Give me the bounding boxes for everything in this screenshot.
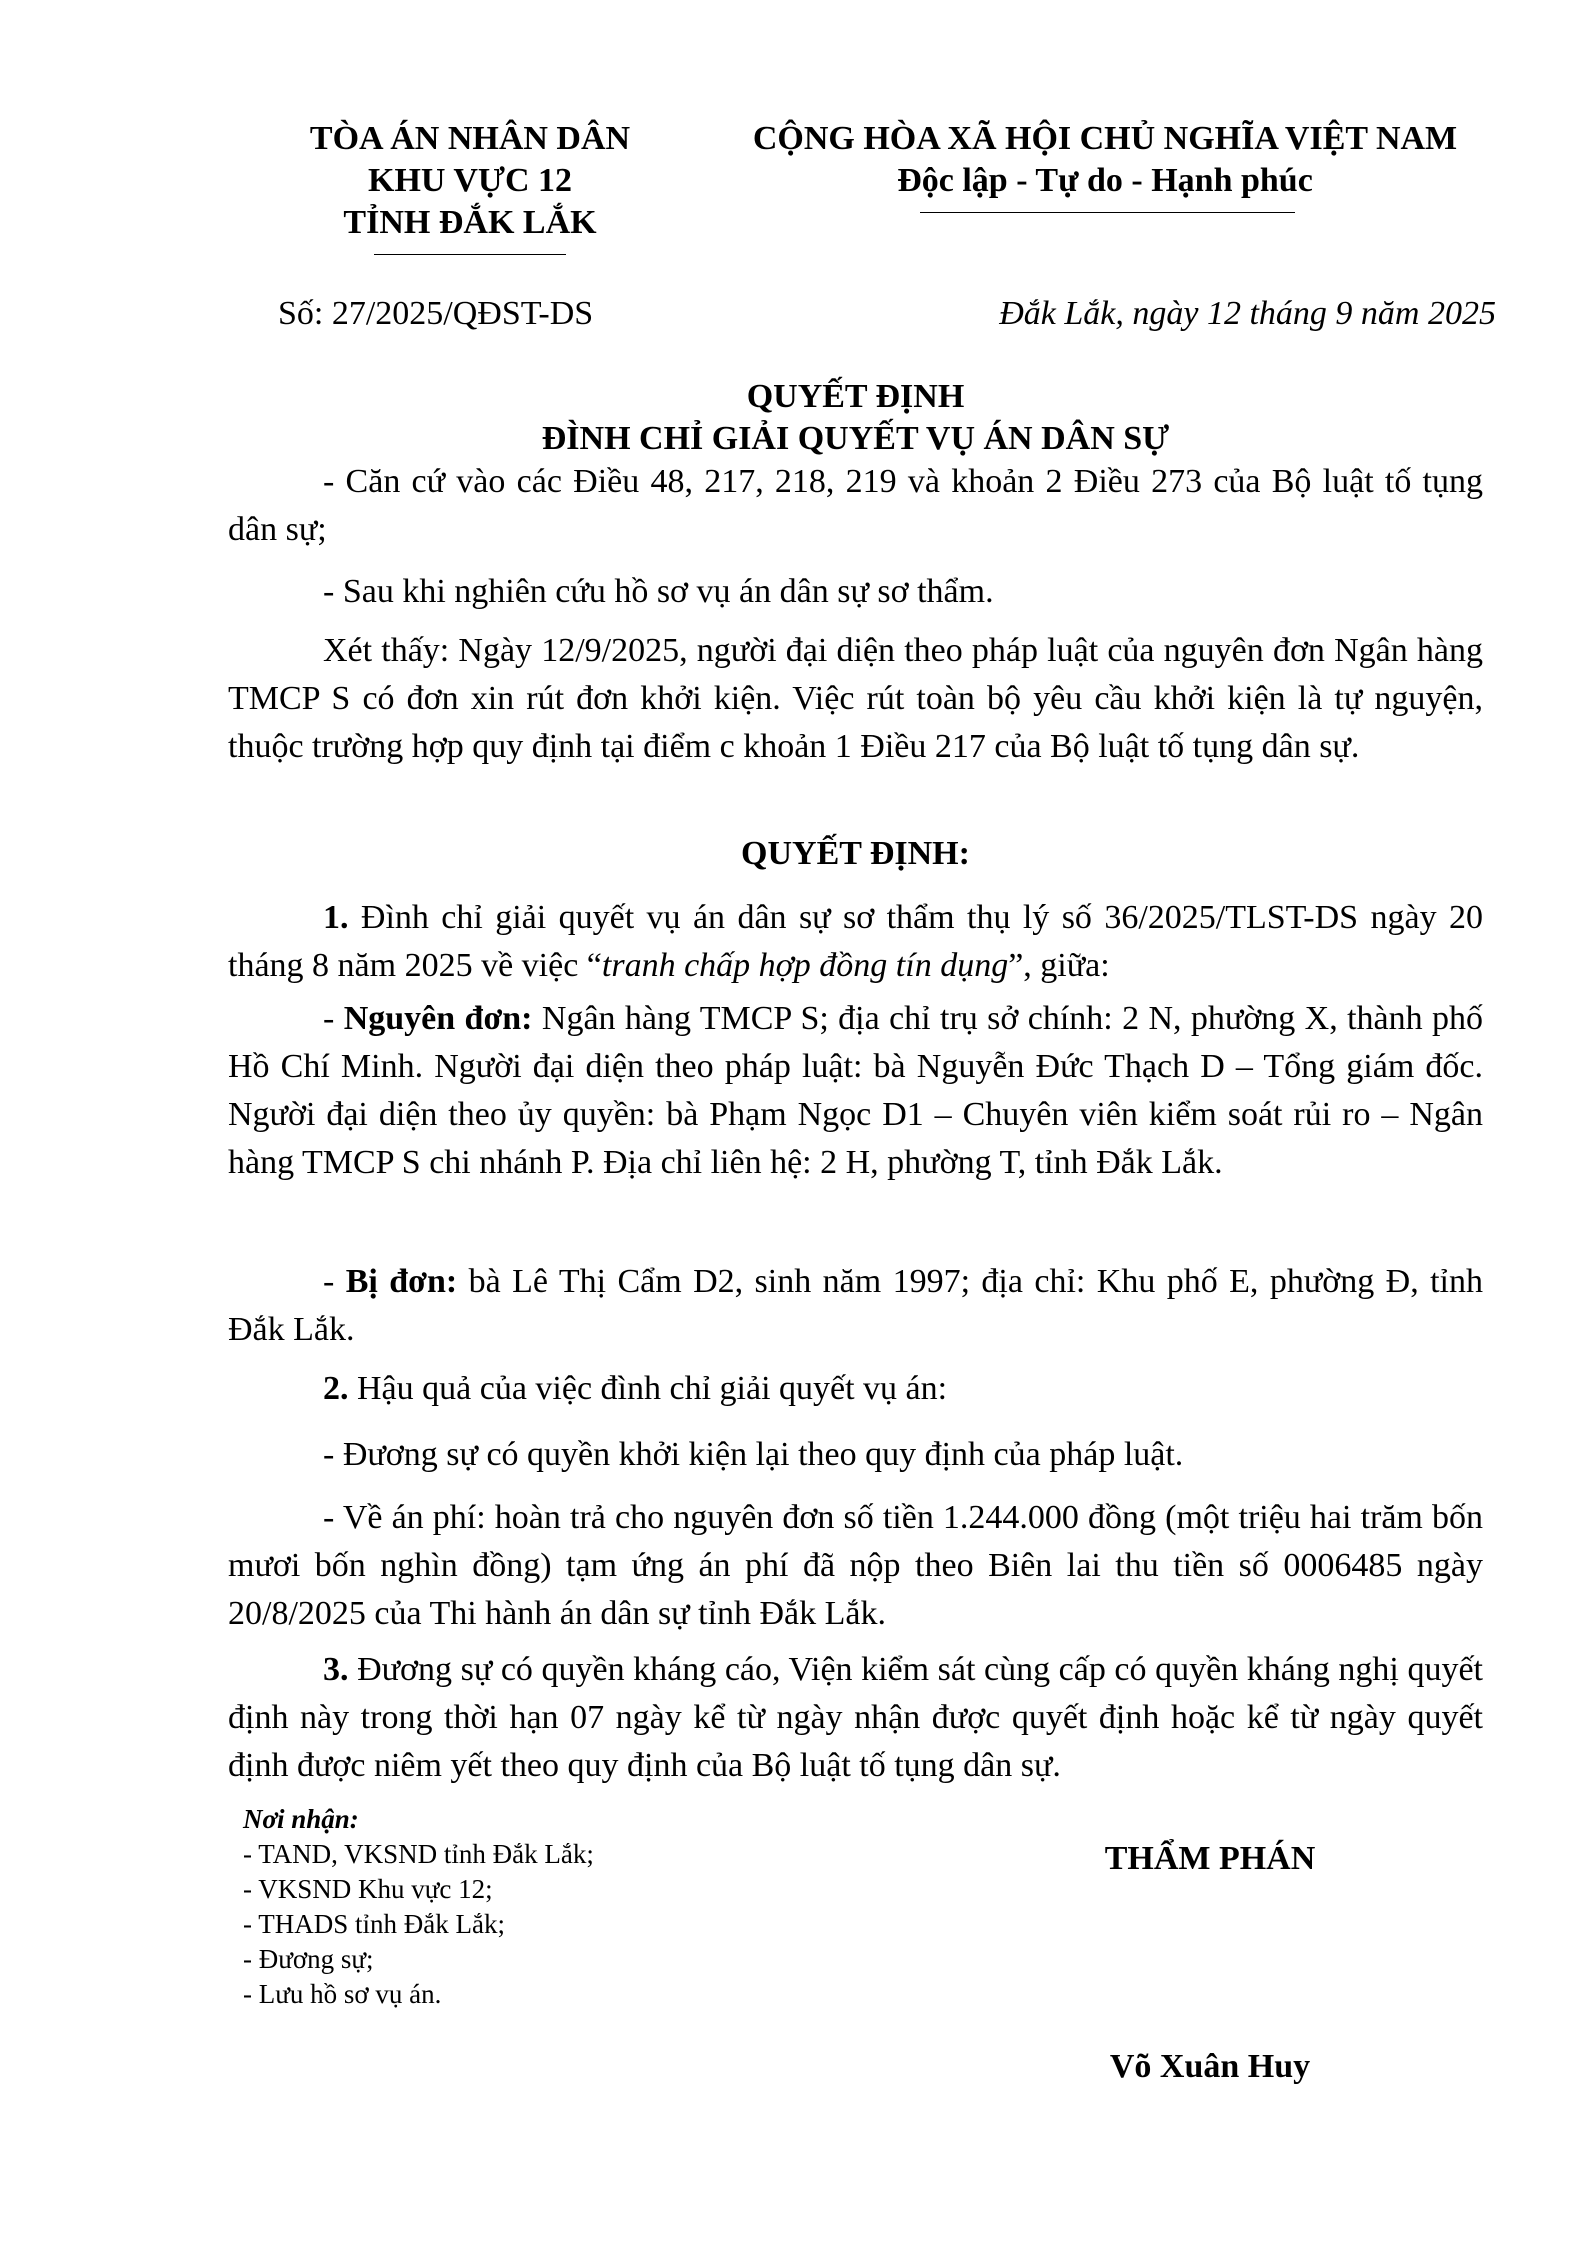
defendant-paragraph bbox=[228, 1258, 1483, 1354]
plaintiff-label: Nguyên đơn: bbox=[343, 1000, 533, 1037]
court-line-2: KHU VỰC 12 bbox=[368, 162, 572, 199]
nation-underline bbox=[920, 212, 1295, 213]
decision-heading: QUYẾT ĐỊNH: bbox=[741, 835, 970, 872]
recipient-item: - VKSND Khu vực 12; bbox=[243, 1874, 493, 1904]
case-type: tranh chấp hợp đồng tín dụng bbox=[601, 947, 1009, 984]
recipient-item: - Đương sự; bbox=[243, 1944, 374, 1974]
recipient-item: - THADS tỉnh Đắk Lắk; bbox=[243, 1909, 505, 1939]
decision-item-2 bbox=[228, 1365, 1483, 1413]
nation-line-1: CỘNG HÒA XÃ HỘI CHỦ NGHĨA VIỆT NAM bbox=[752, 120, 1458, 157]
recipients-heading: Nơi nhận: bbox=[243, 1804, 359, 1834]
court-underline bbox=[374, 254, 566, 255]
court-line-1: TÒA ÁN NHÂN DÂN bbox=[309, 120, 631, 157]
document-title bbox=[228, 376, 1483, 460]
defendant-prefix: - bbox=[323, 1263, 346, 1300]
court-line-3: TỈNH ĐẮK LẮK bbox=[343, 204, 597, 241]
plaintiff-text: Ngân hàng TMCP S; địa chỉ trụ sở chính: 2 N, phường X, thành phố Hồ Chí Minh. Người đại diện theo pháp luật: bà Nguyễn Đức Thạch D – Tổng giám đốc. Người đại diện theo ủy quyền: bà Phạm Ngọc D1 – Chuyên viên kiểm soát rủi ro – Ngân hàng TMCP S chi nhánh P. Địa chỉ liên hệ: 2 H, phường T, tỉnh Đắk Lắk. bbox=[228, 1000, 1484, 1181]
legal-basis-2: - Sau khi nghiên cứu hồ sơ vụ án dân sự sơ thẩm. bbox=[323, 573, 994, 610]
item-1-text-b: ”, giữa: bbox=[1008, 947, 1110, 984]
consequence-1: - Đương sự có quyền khởi kiện lại theo quy định của pháp luật. bbox=[323, 1436, 1184, 1473]
national-motto bbox=[700, 118, 1510, 202]
recipient-item: - TAND, VKSND tỉnh Đắk Lắk; bbox=[243, 1839, 594, 1869]
title-line-1: QUYẾT ĐỊNH bbox=[746, 378, 965, 415]
item-2-text: Hậu quả của việc đình chỉ giải quyết vụ án: bbox=[348, 1370, 948, 1407]
recipient-item: - Lưu hồ sơ vụ án. bbox=[243, 1979, 442, 2009]
considering-paragraph: Xét thấy: Ngày 12/9/2025, người đại diện theo pháp luật của nguyên đơn Ngân hàng TMCP S có đơn xin rút đơn khởi kiện. Việc rút toàn bộ yêu cầu khởi kiện là tự nguyện, thuộc trường hợp quy định tại điểm c khoản 1 Điều 217 của Bộ luật tố tụng dân sự. bbox=[228, 632, 1483, 765]
item-3-text: Đương sự có quyền kháng cáo, Viện kiểm sát cùng cấp có quyền kháng nghị quyết định này trong thời hạn 07 ngày kể từ ngày nhận được quyết định hoặc kể từ ngày quyết định được niêm yết theo quy định của Bộ luật tố tụng dân sự. bbox=[228, 1651, 1483, 1784]
plaintiff-prefix: - bbox=[323, 1000, 344, 1037]
item-1-number: 1. bbox=[323, 899, 349, 936]
court-name bbox=[250, 118, 690, 244]
recipients-block bbox=[243, 1802, 594, 2012]
defendant-label: Bị đơn: bbox=[345, 1263, 458, 1300]
nation-line-2: Độc lập - Tự do - Hạnh phúc bbox=[897, 162, 1313, 199]
defendant-text: bà Lê Thị Cẩm D2, sinh năm 1997; địa chỉ: Khu phố E, phường Đ, tỉnh Đắk Lắk. bbox=[228, 1263, 1483, 1348]
item-3-number: 3. bbox=[323, 1651, 349, 1688]
signer-name: Võ Xuân Huy bbox=[1109, 2048, 1311, 2085]
consequence-2-court-fee: - Về án phí: hoàn trả cho nguyên đơn số tiền 1.244.000 đồng (một triệu hai trăm bốn mươi bốn nghìn đồng) tạm ứng án phí đã nộp theo Biên lai thu tiền số 0006485 ngày 20/8/2025 của Thi hành án dân sự tỉnh Đắk Lắk. bbox=[228, 1499, 1483, 1632]
plaintiff-paragraph bbox=[228, 995, 1483, 1187]
item-1-text-a: Đình chỉ giải quyết vụ án dân sự sơ thẩm thụ lý số 36/2025/TLST-DS ngày 20 tháng 8 năm 2025 về việc “ bbox=[228, 899, 1483, 984]
date-place: Đắk Lắk, ngày 12 tháng 9 năm 2025 bbox=[999, 295, 1496, 332]
document-number: Số: 27/2025/QĐST-DS bbox=[278, 295, 594, 332]
title-line-2: ĐÌNH CHỈ GIẢI QUYẾT VỤ ÁN DÂN SỰ bbox=[541, 420, 1170, 457]
decision-item-3 bbox=[228, 1646, 1483, 1790]
item-2-number: 2. bbox=[323, 1370, 349, 1407]
signer-role: THẨM PHÁN bbox=[1104, 1840, 1316, 1877]
legal-basis-1: - Căn cứ vào các Điều 48, 217, 218, 219 và khoản 2 Điều 273 của Bộ luật tố tụng dân sự; bbox=[228, 463, 1483, 548]
decision-item-1 bbox=[228, 894, 1483, 990]
